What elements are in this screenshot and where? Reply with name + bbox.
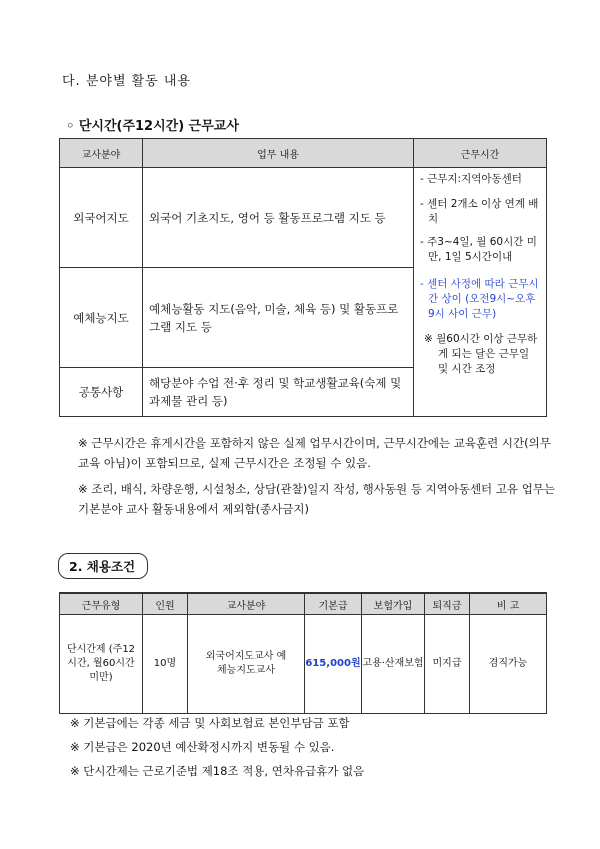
hours-item: - 센터 2개소 이상 연계 배치 xyxy=(420,198,539,225)
category-cell: 외국어지도 xyxy=(60,168,143,268)
header-type: 근무유형 xyxy=(60,593,143,615)
hours-cell xyxy=(414,168,547,417)
section2-title: 2. 채용조건 xyxy=(58,553,148,579)
duty-table xyxy=(59,138,547,417)
note-exclusions: ※ 조리, 배식, 차량운행, 시설청소, 상담(관찰)일지 작성, 행사동원 등 지역아동센터 고유 업무는 기본분야 교사 활동내용에서 제외함(종사금지) xyxy=(78,482,556,516)
field-cell: 외국어지도교사 예체능지도교사 xyxy=(188,615,305,714)
insurance-cell: 고용·산재보험 xyxy=(362,615,425,714)
subsection-heading: ◦ 단시간(주12시간) 근무교사 xyxy=(66,119,239,134)
count-cell: 10명 xyxy=(143,615,188,714)
salary-cell: 615,000원 xyxy=(305,615,362,714)
hours-item: - 근무지:지역아동센터 xyxy=(420,173,522,185)
duty-cell: 예체능활동 지도(음악, 미술, 체육 등) 및 활동프로그램 지도 등 xyxy=(143,268,414,368)
hours-item: - 주3~4일, 월 60시간 미만, 1일 5시간이내 xyxy=(420,236,537,263)
hours-blue-item: - 센터 사정에 따라 근무시간 상이 (오전9시~오후9시 사이 근무) xyxy=(420,278,539,320)
note-hours: ※ 근무시간은 휴게시간을 포함하지 않은 실제 업무시간이며, 근무시간에는 교육훈련 시간(의무교육 아님)이 포함되므로, 실제 근무시간은 조정될 수 있음. xyxy=(78,436,551,470)
note-budget: ※ 기본급은 2020년 예산확정시까지 변동될 수 있음. xyxy=(70,740,335,754)
section-heading: 다. 분야별 활동 내용 xyxy=(62,74,191,89)
header-field: 교사분야 xyxy=(188,593,305,615)
severance-cell: 미지급 xyxy=(425,615,470,714)
note-salary: ※ 기본급에는 각종 세금 및 사회보험료 본인부담금 포함 xyxy=(70,716,350,730)
header-insurance: 보험가입 xyxy=(362,593,425,615)
hours-note: ※ 월60시간 이상 근무하게 되는 달은 근무일 및 시간 조정 xyxy=(424,333,538,375)
header-salary: 기본급 xyxy=(305,593,362,615)
duty-cell: 해당분야 수업 전·후 정리 및 학교생활교육(숙제 및 과제물 관리 등) xyxy=(143,368,414,417)
header-category: 교사분야 xyxy=(60,139,143,168)
note-labor-law: ※ 단시간제는 근로기준법 제18조 적용, 연차유급휴가 없음 xyxy=(70,764,365,778)
type-cell: 단시간제 (주12시간, 월60시간미만) xyxy=(60,615,143,714)
header-count: 인원 xyxy=(143,593,188,615)
category-cell: 예체능지도 xyxy=(60,268,143,368)
remarks-cell: 겸직가능 xyxy=(470,615,547,714)
header-severance: 퇴직금 xyxy=(425,593,470,615)
conditions-table xyxy=(59,592,547,714)
category-cell: 공통사항 xyxy=(60,368,143,417)
header-remarks: 비 고 xyxy=(470,593,547,615)
duty-cell: 외국어 기초지도, 영어 등 활동프로그램 지도 등 xyxy=(143,168,414,268)
header-duty: 업무 내용 xyxy=(143,139,414,168)
header-hours: 근무시간 xyxy=(414,139,547,168)
